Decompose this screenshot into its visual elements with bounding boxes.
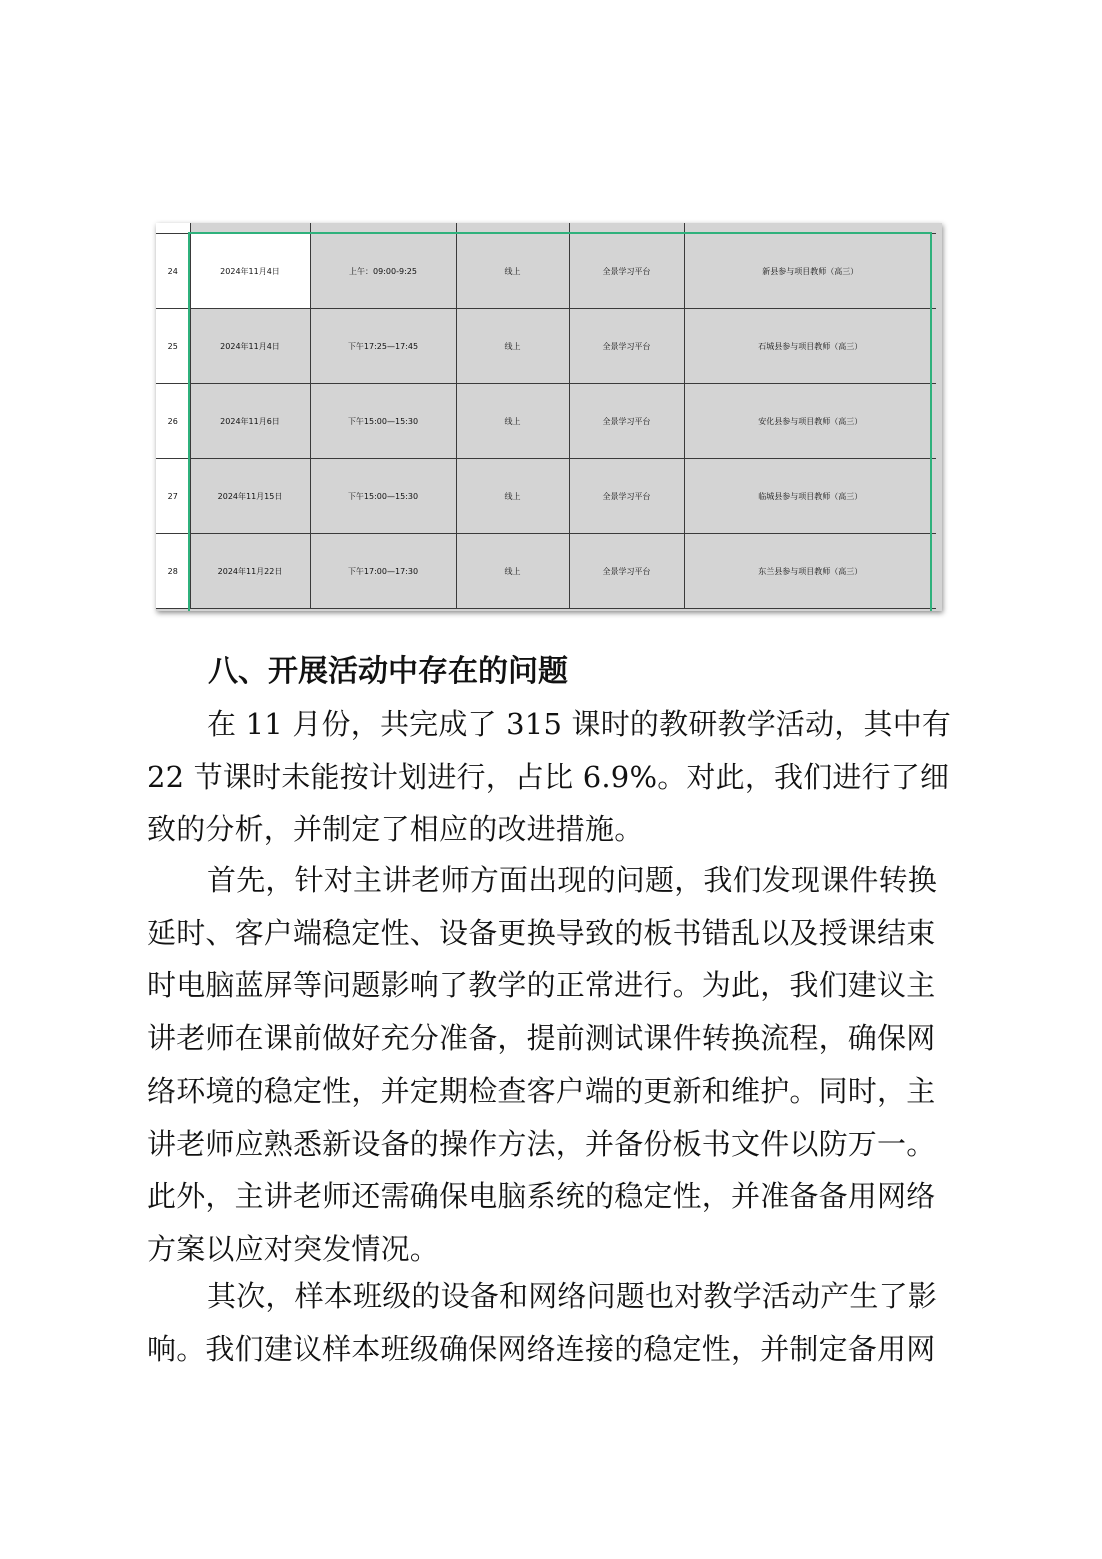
row-index: 24: [156, 234, 190, 309]
paragraph-summary: [147, 698, 950, 856]
selection-border-top: [188, 232, 932, 234]
date-cell[interactable]: 2024年11月6日: [190, 384, 310, 459]
paragraph-line: 讲老师在课前做好充分准备，提前测试课件转换流程，确保网: [147, 1021, 936, 1056]
table-row: [156, 459, 936, 534]
participants-cell[interactable]: 临城县参与项目教师（高三）: [684, 459, 936, 534]
participants-cell[interactable]: 石城县参与项目教师（高三）: [684, 309, 936, 384]
paragraph-line: 此外，主讲老师还需确保电脑系统的稳定性，并准备备用网络: [147, 1179, 936, 1214]
mode-cell[interactable]: 线上: [456, 384, 569, 459]
time-cell[interactable]: 下午15:00—15:30: [310, 459, 456, 534]
mode-cell[interactable]: 线上: [456, 234, 569, 309]
paragraph-line: 讲老师应熟悉新设备的操作方法，并备份板书文件以防万一。: [147, 1126, 936, 1161]
date-cell[interactable]: 2024年11月15日: [190, 459, 310, 534]
row-index: 25: [156, 309, 190, 384]
platform-cell[interactable]: 全景学习平台: [569, 309, 684, 384]
paragraph-line: 络环境的稳定性，并定期检查客户端的更新和维护。同时，主: [147, 1073, 936, 1108]
participants-cell[interactable]: 东兰县参与项目教师（高三）: [684, 534, 936, 609]
paragraph-class-issues: [147, 1270, 950, 1375]
schedule-table: [156, 223, 936, 609]
row-index: 28: [156, 534, 190, 609]
paragraph-line: 响。我们建议样本班级确保网络连接的稳定性，并制定备用网: [147, 1331, 936, 1366]
paragraph-teacher-issues: [147, 854, 950, 1276]
time-cell[interactable]: 上午：09:00-9:25: [310, 234, 456, 309]
date-cell[interactable]: 2024年11月22日: [190, 534, 310, 609]
paragraph-line: 首先，针对主讲老师方面出现的问题，我们发现课件转换: [207, 863, 938, 897]
table-row: [156, 234, 936, 309]
selection-border-right: [930, 232, 932, 611]
paragraph-line: 22 节课时未能按计划进行，占比 6.9%。对此，我们进行了细: [147, 759, 950, 794]
paragraph-line: 时电脑蓝屏等问题影响了教学的正常进行。为此，我们建议主: [147, 968, 936, 1003]
table-row: [156, 534, 936, 609]
mode-cell[interactable]: 线上: [456, 459, 569, 534]
schedule-table-screenshot: [156, 223, 942, 611]
platform-cell[interactable]: 全景学习平台: [569, 459, 684, 534]
paragraph-line: 其次，样本班级的设备和网络问题也对教学活动产生了影: [207, 1279, 938, 1313]
paragraph-line: 方案以应对突发情况。: [147, 1231, 440, 1266]
platform-cell[interactable]: 全景学习平台: [569, 234, 684, 309]
platform-cell[interactable]: 全景学习平台: [569, 384, 684, 459]
time-cell[interactable]: 下午15:00—15:30: [310, 384, 456, 459]
table-row: [156, 309, 936, 384]
time-cell[interactable]: 下午17:00—17:30: [310, 534, 456, 609]
paragraph-line: 致的分析，并制定了相应的改进措施。: [147, 812, 644, 847]
selection-border-left: [188, 232, 190, 611]
date-cell[interactable]: 2024年11月4日: [190, 234, 310, 309]
mode-cell[interactable]: 线上: [456, 309, 569, 384]
participants-cell[interactable]: 安化县参与项目教师（高三）: [684, 384, 936, 459]
row-index: 27: [156, 459, 190, 534]
table-row: [156, 384, 936, 459]
mode-cell[interactable]: 线上: [456, 534, 569, 609]
paragraph-line: 延时、客户端稳定性、设备更换导致的板书错乱以及授课结束: [147, 915, 936, 950]
time-cell[interactable]: 下午17:25—17:45: [310, 309, 456, 384]
section-heading: 八、开展活动中存在的问题: [208, 654, 568, 689]
row-index: 26: [156, 384, 190, 459]
platform-cell[interactable]: 全景学习平台: [569, 534, 684, 609]
date-cell[interactable]: 2024年11月4日: [190, 309, 310, 384]
paragraph-line: 在 11 月份，共完成了 315 课时的教研教学活动，其中有: [207, 707, 952, 741]
participants-cell[interactable]: 新县参与项目教师（高三）: [684, 234, 936, 309]
